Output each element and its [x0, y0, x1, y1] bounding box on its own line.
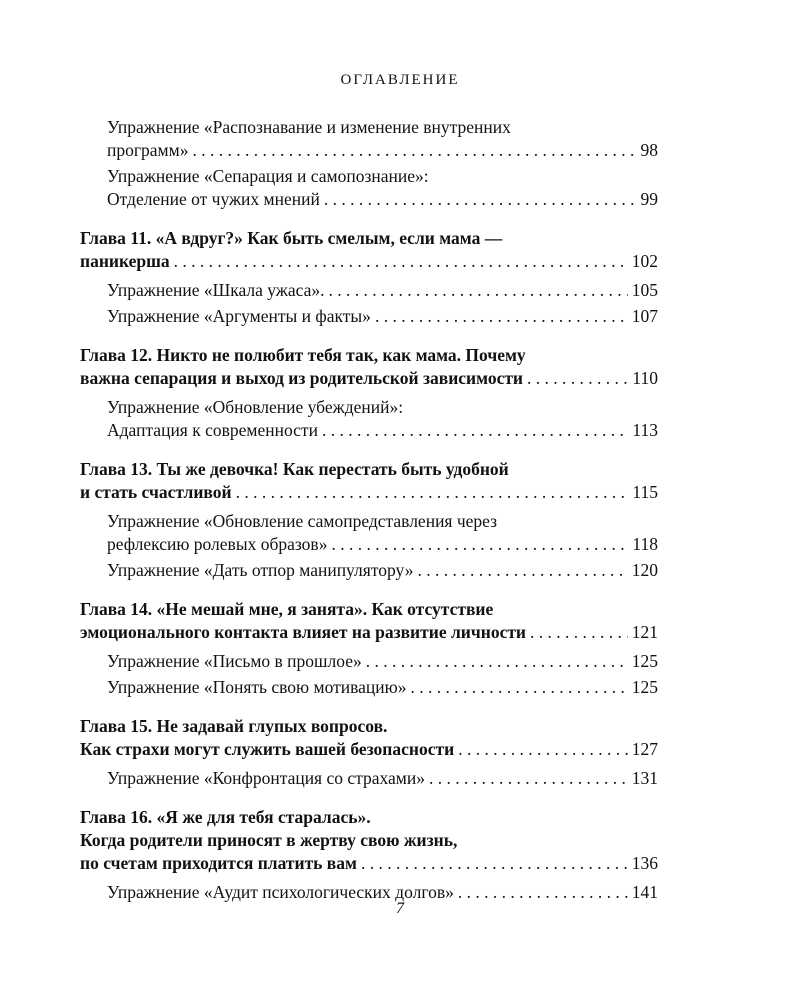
toc-entry-text: паникерша	[80, 251, 170, 271]
dot-leader	[192, 139, 636, 162]
toc-chapter-group	[80, 715, 658, 790]
dot-leader	[410, 676, 627, 699]
page-title: ОГЛАВЛЕНИЕ	[340, 72, 460, 88]
toc-exercise-entry[interactable]	[80, 650, 658, 673]
toc-chapter-entry[interactable]	[80, 458, 658, 504]
toc-page-number: 99	[640, 189, 658, 209]
toc-entry-text: Глава 12. Никто не полюбит тебя так, как мама. Почему	[80, 345, 526, 365]
dot-leader	[375, 305, 628, 328]
toc-line	[107, 650, 658, 673]
toc-page-number: 107	[631, 306, 658, 326]
toc-line	[107, 676, 658, 699]
table-of-contents	[80, 116, 658, 904]
toc-entry-text: Упражнение «Распознавание и изменение внутренних	[107, 117, 511, 137]
toc-entry-text: Упражнение «Аргументы и факты»	[107, 306, 371, 326]
toc-entry-text: Адаптация к современности	[107, 420, 318, 440]
toc-page-number: 118	[632, 534, 658, 554]
toc-chapter-group	[80, 227, 658, 328]
toc-line	[107, 165, 658, 188]
dot-leader	[417, 559, 627, 582]
toc-page-number: 105	[631, 280, 658, 300]
toc-exercise-entry[interactable]	[80, 676, 658, 699]
dot-leader	[530, 621, 628, 644]
toc-entry-text: Упражнение «Шкала ужаса».	[107, 280, 325, 300]
continued-exercises	[80, 116, 658, 211]
dot-leader	[174, 250, 628, 273]
toc-line	[80, 458, 658, 481]
toc-exercise-entry[interactable]	[80, 116, 658, 162]
toc-exercise-entry[interactable]	[80, 510, 658, 556]
toc-line	[107, 419, 658, 442]
toc-page-number: 120	[631, 560, 658, 580]
toc-line	[107, 396, 658, 419]
dot-leader	[366, 650, 628, 673]
dot-leader	[324, 188, 637, 211]
toc-entry-text: Глава 15. Не задавай глупых вопросов.	[80, 716, 388, 736]
dot-leader	[429, 767, 628, 790]
toc-entry-text: по счетам приходится платить вам	[80, 853, 357, 873]
toc-page-number: 125	[631, 677, 658, 697]
toc-page-number: 136	[631, 853, 658, 873]
toc-line	[107, 139, 658, 162]
toc-entry-text: Когда родители приносят в жертву свою жизнь,	[80, 830, 458, 850]
toc-entry-text: Глава 11. «А вдруг?» Как быть смелым, если мама —	[80, 228, 503, 248]
toc-entry-text: программ»	[107, 140, 189, 160]
toc-entry-text: Отделение от чужих мнений	[107, 189, 320, 209]
toc-chapter-entry[interactable]	[80, 598, 658, 644]
toc-exercise-entry[interactable]	[80, 396, 658, 442]
toc-entry-text: и стать счастливой	[80, 482, 232, 502]
toc-line	[80, 621, 658, 644]
toc-line	[80, 250, 658, 273]
toc-line	[107, 305, 658, 328]
toc-line	[80, 852, 658, 875]
toc-line	[80, 829, 658, 852]
toc-page-number: 121	[631, 622, 658, 642]
toc-exercise-list	[80, 767, 658, 790]
toc-chapter-group	[80, 806, 658, 904]
toc-entry-text: Как страхи могут служить вашей безопасности	[80, 739, 455, 759]
dot-leader	[322, 419, 628, 442]
toc-line	[107, 767, 658, 790]
dot-leader	[236, 481, 629, 504]
toc-page-number: 141	[631, 882, 658, 902]
page-number: 7	[396, 900, 404, 917]
toc-entry-text: Упражнение «Обновление самопредставления через	[107, 511, 498, 531]
toc-page-number: 110	[632, 368, 658, 388]
toc-chapter-entry[interactable]	[80, 227, 658, 273]
toc-exercise-list	[80, 279, 658, 328]
dot-leader	[361, 852, 628, 875]
toc-entry-text: Глава 13. Ты же девочка! Как перестать быть удобной	[80, 459, 509, 479]
toc-exercise-list	[80, 510, 658, 582]
toc-entry-text: рефлексию ролевых образов»	[107, 534, 328, 554]
toc-page-number: 125	[631, 651, 658, 671]
toc-exercise-entry[interactable]	[80, 165, 658, 211]
dot-leader	[331, 533, 628, 556]
toc-chapter-group	[80, 598, 658, 699]
toc-entry-text: Упражнение «Обновление убеждений»:	[107, 397, 404, 417]
toc-entry-text: важна сепарация и выход из родительской зависимости	[80, 368, 524, 388]
toc-line	[80, 481, 658, 504]
toc-line	[107, 188, 658, 211]
toc-entry-text: Упражнение «Понять свою мотивацию»	[107, 677, 407, 697]
toc-exercise-entry[interactable]	[80, 305, 658, 328]
toc-page-number: 102	[631, 251, 658, 271]
toc-exercise-list	[80, 396, 658, 442]
dot-leader	[329, 279, 628, 302]
toc-chapter-entry[interactable]	[80, 344, 658, 390]
toc-entry-text: Упражнение «Сепарация и самопознание»:	[107, 166, 429, 186]
toc-line	[107, 510, 658, 533]
toc-entry-text: Упражнение «Конфронтация со страхами»	[107, 768, 425, 788]
toc-line	[107, 533, 658, 556]
toc-entry-text: Глава 14. «Не мешай мне, я занята». Как отсутствие	[80, 599, 494, 619]
toc-entry-text: Упражнение «Дать отпор манипулятору»	[107, 560, 414, 580]
toc-line	[107, 559, 658, 582]
toc-line	[80, 738, 658, 761]
toc-page-number: 115	[632, 482, 658, 502]
toc-line	[80, 598, 658, 621]
toc-chapter-entry[interactable]	[80, 806, 658, 875]
toc-chapter-entry[interactable]	[80, 715, 658, 761]
toc-page-number: 98	[640, 140, 658, 160]
toc-exercise-entry[interactable]	[80, 559, 658, 582]
toc-line	[107, 116, 658, 139]
toc-line	[107, 279, 658, 302]
toc-line	[80, 227, 658, 250]
toc-page-number: 113	[632, 420, 658, 440]
toc-exercise-list	[80, 650, 658, 699]
toc-page-number: 127	[631, 739, 658, 759]
toc-line	[80, 806, 658, 829]
dot-leader	[458, 738, 628, 761]
dot-leader	[527, 367, 628, 390]
toc-entry-text: Упражнение «Письмо в прошлое»	[107, 651, 362, 671]
toc-exercise-entry[interactable]	[80, 767, 658, 790]
toc-chapter-group	[80, 344, 658, 442]
toc-entry-text: Упражнение «Аудит психологических долгов»	[107, 882, 454, 902]
toc-entry-text: эмоционального контакта влияет на развитие личности	[80, 622, 527, 642]
toc-exercise-entry[interactable]	[80, 279, 658, 302]
toc-line	[80, 344, 658, 367]
toc-entry-text: Глава 16. «Я же для тебя старалась».	[80, 807, 371, 827]
toc-line	[80, 715, 658, 738]
toc-page-number: 131	[631, 768, 658, 788]
toc-line	[80, 367, 658, 390]
toc-chapter-group	[80, 458, 658, 582]
